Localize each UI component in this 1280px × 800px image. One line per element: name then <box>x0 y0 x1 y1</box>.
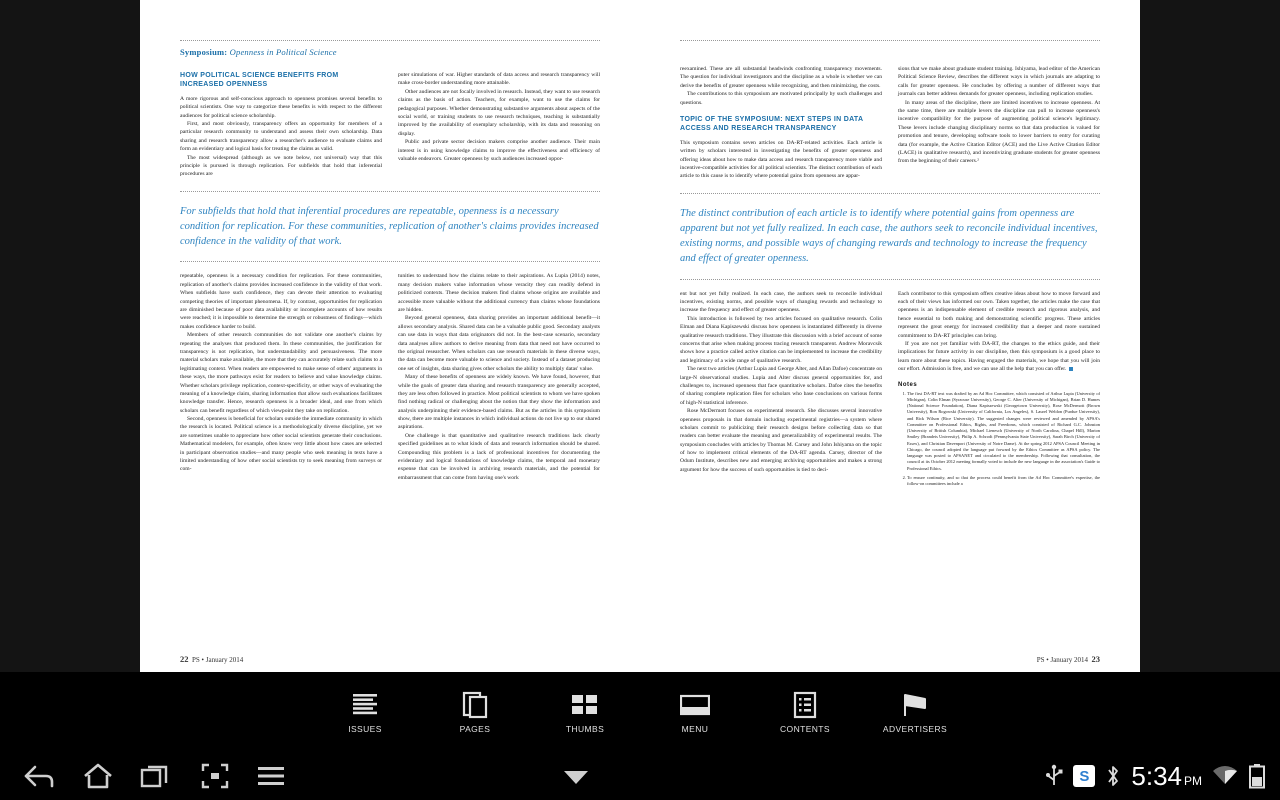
back-button[interactable] <box>22 763 56 789</box>
toolbar-item-issues[interactable] <box>328 690 402 734</box>
folio-right <box>1037 654 1100 664</box>
left-column-4 <box>398 272 600 482</box>
home-icon <box>82 762 114 790</box>
notes-heading: Notes <box>898 381 918 388</box>
end-mark-icon <box>1069 367 1073 371</box>
toolbar-label: THUMBS <box>565 724 605 734</box>
paragraph: In many areas of the discipline, there are limited incentives to increase openness. At the same time, there are multiple levers the discipline can pull to increase openness's incentive compatibility for the purpose of augmenting political science's legitimacy. These levers include changing disciplinary norms so that data production is valued for promotion and tenure, developing software tools to lower barriers to entry for curating data (for example, the Active Citation Editor (ACE) and the Live Active Citation Editor (LACE) in qualitative research), and incentivizing graduate students for greater openness from the beginning of their careers.² <box>898 99 1100 165</box>
section-heading: HOW POLITICAL SCIENCE BENEFITS FROM INCREASED OPENNESS <box>180 72 339 89</box>
clock-ampm: PM <box>1184 773 1202 788</box>
header-rule <box>180 40 600 41</box>
folio-left <box>180 654 243 664</box>
paragraph: tunities to understand how the claims relate to their aspirations. As Lupia (2014) notes, many decision makers value information whose veracity they can readily defend in politicized contexts. These decision makers find claims whose origins are available and accessible more valuable without the additional currency than claims whose foundations are hidden. <box>398 273 600 313</box>
right-column-1 <box>680 65 882 181</box>
wifi-status-icon <box>1212 765 1238 787</box>
home-button[interactable] <box>82 762 114 790</box>
paragraph: repeatable, openness is a necessary condition for replication. For these communities, replication of another's claims provides increased confidence in the validity of that work. When subfields have such confidence, they can devote their attention to evaluating competing theories of important phenomena. If, by contrast, opportunities for replication are diminished because of poor data availability or incomplete accounts of how results were reached; it is impossible to determine the strength or robustness of findings—which makes confidence harder to build. <box>180 273 382 330</box>
paragraph: The most widespread (although as we note below, not universal) way that this principle is pursued is through replication. For subfields that hold that inferential procedures are <box>180 154 382 178</box>
right-column-3 <box>680 290 882 491</box>
battery-status-icon <box>1248 763 1266 789</box>
toolbar-item-contents[interactable] <box>768 690 842 734</box>
pull-quote: For subfields that hold that inferential procedures are repeatable, openness is a necessary condition for replication. For these communities, replication of another's claims provides increased confidence in the validity of that work. <box>180 191 600 263</box>
note-item: 2. To ensure continuity, and so that the process could benefit from the Ad Hoc Committee's expertise, the follow-on committees include a <box>907 475 1100 488</box>
paragraph: This symposium contains seven articles on DA-RT-related activities. Each article is written by scholars interested in investigating the benefits of greater openness and offering ideas about how to make data access and research transparency more viable and incentive-compatible activities for all political scientists. The distinct contribution of each article to this cause is to identify where potential gains from openness are appar- <box>680 139 882 180</box>
paragraph: puter simulations of war. Higher standards of data access and research transparency will make cross-border understanding more attainable. <box>398 72 600 87</box>
toolbar-item-advertisers[interactable] <box>878 690 952 734</box>
recents-icon <box>140 763 174 789</box>
toolbar-item-pages[interactable] <box>438 690 512 734</box>
folio-text: PS • January 2014 <box>192 656 244 664</box>
bluetooth-status-icon <box>1105 764 1121 788</box>
paragraph: Many of these benefits of openness are widely known. We have found, however, that while the goals of greater data sharing and research transparency are generally accepted, they are less often followed in practice. Most political scientists to whom we have spoken find nothing radical or challenging about the notion that they show the information and analysis underpinning their evidence-based claims. But as the articles in this symposium show, there are multiple instances in which individual actions do not live up to our shared aspirations. <box>398 374 600 431</box>
advertisers-icon <box>901 690 929 720</box>
paragraph: This introduction is followed by two articles focused on qualitative research. Colin Elman and Diana Kapiszewski discuss how openness is instantiated differently in diverse qualitative research traditions. They illustrate this discussion with a brief account of some concerns that arise when making process tracing research transparent. Andrew Moravcsik shows how a practice called active citation can be implemented to increase the credibility and legitimacy of a wide range of qualitative research. <box>680 315 882 364</box>
toolbar-item-thumbs[interactable] <box>548 690 622 734</box>
toolbar-label: PAGES <box>459 724 491 734</box>
back-icon <box>22 763 56 789</box>
paragraph-with-endmark <box>898 340 1100 374</box>
pull-quote: The distinct contribution of each article is to identify where potential gains from openness are apparent but not yet fully realized. In each case, the authors seek to reconcile individual incentives, existing norms, and possible ways of changing rewards and technology to increase the frequency and effect of greater openness. <box>680 193 1100 280</box>
issues-icon <box>351 690 379 720</box>
toolbar-label: ISSUES <box>348 724 382 734</box>
note-item: 1. The first DA-RT text was drafted by an Ad Hoc Committee, which consisted of Arthur Lupia (University of Michigan), Colin Elman (Syracuse University), George C. Alter (University of Michigan), Brian D. Humes (National Science Foundation), Diana Kapiszewski (Georgetown University), Rose McDermott (Brown University), Ron Rogowski (University of California, Los Angeles), S. Laurel Weldon (Purdue University), and Rick Wilson (Rice University). The suggested changes were reviewed and amended by APSA's Committee on Professional Ethics, Rights, and Freedoms, which consisted of Richard G.C. Johnston (University of British Columbia), Michael Lienesch (University of North Carolina, Chapel Hill), Marion Smiley (Brandeis University), Philip A. Schrodt (Pennsylvania State University), Sarah Birch (University of Essex), and Christian Davenport (University of Notre Dame). At the spring 2012 APSA Council Meeting in Chicago, the council adopted the language put forward by the Ethics Committee as APSA policy. The language was posted to APSANET and circulated to the membership. Following that consultation, the council at its October 2012 meeting formally voted to include the new language in the association's Guide to Professional Ethics. <box>907 391 1100 472</box>
right-column-2 <box>898 65 1100 181</box>
paragraph: Other audiences are not focally involved in research. Instead, they want to use research claims as the basis of action. Teachers, for example, want to use the claims for pedagogical purposes. Whether demonstrating substantive arguments about aspects of the social world, or training students to use research techniques, teaching is substantially improved by the availability of exemplary scholarship, with its data and reasoning on display. <box>398 88 600 137</box>
screenshot-icon <box>200 762 230 790</box>
paragraph: The next two articles (Arthur Lupia and George Alter, and Allan Dafoe) concentrate on large-N observational studies. Lupia and Alter discuss general opportunities for, and challenges to, increased openness that face quantitative scholars. Dafoe cites the benefits of sharing complete replication files for scholars who base conclusions on various forms of high-N statistical inference. <box>680 366 882 406</box>
page-number: 23 <box>1091 654 1100 664</box>
toolbar-label: MENU <box>681 724 709 734</box>
header-rule <box>680 40 1100 41</box>
paragraph: One challenge is that quantitative and qualitative research traditions lack clearly specified guidelines as to what kinds of data and research information should be shared. Compounding this problem is a lack of professional incentives for documenting the evidentiary and logical foundations of knowledge claims, the temporal and monetary expense that can be involved in archiving research materials, and the potential for embarrassment that can come from having one's work <box>398 432 600 481</box>
right-column-4 <box>898 290 1100 491</box>
page-number: 22 <box>180 654 189 664</box>
toolbar-label: ADVERTISERS <box>882 724 948 734</box>
status-clock <box>1131 761 1202 792</box>
left-column-3 <box>180 272 382 482</box>
screenshot-button[interactable] <box>200 762 230 790</box>
pages-icon <box>462 690 488 720</box>
folio-text: PS • January 2014 <box>1036 656 1088 664</box>
paragraph: First, and most obviously, transparency offers an opportunity for members of a particular research community to understand and assess their own scholarship. Data sharing and research transparency allow a researcher's audience to evaluate claims and form an evidentiary and logical basis for treating the claims as valid. <box>180 121 382 153</box>
menu-icon <box>680 690 710 720</box>
usb-status-icon <box>1045 764 1063 788</box>
paragraph: Second, openness is beneficial for scholars outside the immediate community in which the research is located. Political science is a methodologically diverse discipline, yet we are sometimes unable to appreciate how other social scientists generate their conclusions. Mathematical modelers, for example, often know very little about how cases are selected in participant observation studies—and many people who seek meaning in texts have a limited understanding of how other social scientists try to seek meaning from surveys or com- <box>180 416 382 473</box>
paragraph: The contributions to this symposium are motivated principally by such challenges and questions. <box>680 91 882 106</box>
android-system-bar[interactable] <box>0 752 1280 800</box>
paragraph: reexamined. These are all substantial headwinds confronting transparency movements. The question for individual investigators and the discipline as a whole is whether we can derive the benefits of greater openness while recognizing, and then minimizing, the costs. <box>680 66 882 89</box>
section-heading: TOPIC OF THE SYMPOSIUM: NEXT STEPS IN DATA ACCESS AND RESEARCH TRANSPARENCY <box>680 115 864 133</box>
contents-icon <box>793 690 817 720</box>
menu-button[interactable] <box>256 765 286 787</box>
paragraph-text: If you are not yet familiar with DA-RT, the changes to the ethics guide, and their implications for future activity in our discipline, then this symposium is a good place to learn more about these topics. Having engaged the materials, we hope that you will join our effort. Admission is free, and we can use all the help that you can offer. <box>898 341 1100 373</box>
left-column-2 <box>398 71 600 179</box>
page-spread[interactable] <box>140 0 1140 672</box>
paragraph: A more rigorous and self-conscious approach to openness promises several benefits to political scientists. One way to categorize these benefits is with respect to the different audiences for political science scholarship. <box>180 95 382 119</box>
clock-time: 5:34 <box>1131 760 1182 791</box>
paragraph: ent but not yet fully realized. In each case, the authors seek to reconcile individual incentives, existing norms, and possible ways of changing rewards and technology to increase the frequency and effect of greater openness. <box>680 290 882 314</box>
running-head-label: Symposium: <box>180 47 228 57</box>
paragraph: Each contributor to this symposium offers creative ideas about how to move forward and each of their views has informed our own. Taken together, the articles make the case that openness is an indispensable element of credible research and rigorous analysis, and hence essential to both making and demonstrating scientific progress. These articles represent the great energy for increased credibility that a deeper and more sustained commitment to DA-RT principles can bring. <box>898 290 1100 339</box>
left-column-1 <box>180 71 382 179</box>
paragraph: Rose McDermott focuses on experimental research. She discusses several innovative openness proposals in that domain including experimental registries—a system where scholars commit to publicizing their research designs before collecting data so that readers can better evaluate the meaning and generalizability of experimental results. The symposium concludes with articles by Thomas M. Carsey and John Ishiyama on the topic of how to implement critical elements of the DA-RT agenda. Carsey, director of the Odum Institute, describes new and emerging archiving opportunities and makes a strong argument for how the success of such opportunities is tied to deci- <box>680 408 882 473</box>
menu-icon <box>256 765 286 787</box>
paragraph: Public and private sector decision makers comprise another audience. Their main interest is in using knowledge claims to improve the effectiveness and efficiency of valuable endeavors. Greater openness by such audiences increased oppor- <box>398 139 600 162</box>
notes-list <box>898 391 1100 488</box>
toolbar-item-menu[interactable] <box>658 690 732 734</box>
thumbs-icon <box>571 690 599 720</box>
reader-toolbar[interactable] <box>0 672 1280 752</box>
recent-apps-button[interactable] <box>140 763 174 789</box>
hide-keyboard-button[interactable] <box>562 766 590 786</box>
skype-status-icon: S <box>1073 765 1095 787</box>
paragraph: sions that we make about graduate student training. Ishiyama, lead editor of the American Political Science Review, describes the different ways in which journals are adapting to calls for greater openness. He concludes by offering a number of different ways that journals can better address demands for greater openness, including replication studies. <box>898 66 1100 98</box>
hide-keyboard-icon <box>562 766 590 786</box>
running-head-title: Openness in Political Science <box>229 47 337 57</box>
toolbar-label: CONTENTS <box>780 724 830 734</box>
page-left[interactable] <box>140 0 640 672</box>
paragraph: Members of other research communities do not validate one another's claims by repeating the analyses that produced them. In these communities, the justification for transparency is not replication, but understandability and persuasiveness. The more material scholars make available, the more that they can accurately relate such claims to a legitimating context. When readers are empowered to make sense of others' arguments in these ways, the more pathways exist for readers to believe and value knowledge claims. Whether scholars privilege replication, context-specificity, or other ways of evaluating the meaning of a knowledge claim, sharing information that allow such evaluations facilitates knowledge transfer. Hence, research openness is a broader ideal, and one from which scholars can benefit regardless of which viewpoint they take on replication. <box>180 332 382 414</box>
page-right[interactable] <box>640 0 1140 672</box>
paragraph: Beyond general openness, data sharing provides an important additional benefit—it allows secondary analysis. Shared data can be a valuable public good. Secondary analysts can use data in ways that data originators did not. In the best-case scenario, secondary data analyses allow authors to derive meaning from data that need not have occurred to the original researcher. When scholars can use research materials in these diverse ways, the data can become more valuable to science and society. Instead of a dataset producing one set of insights, data sharing gives other scholars the ability to multiply datas' value. <box>398 315 600 372</box>
running-head <box>180 47 600 57</box>
